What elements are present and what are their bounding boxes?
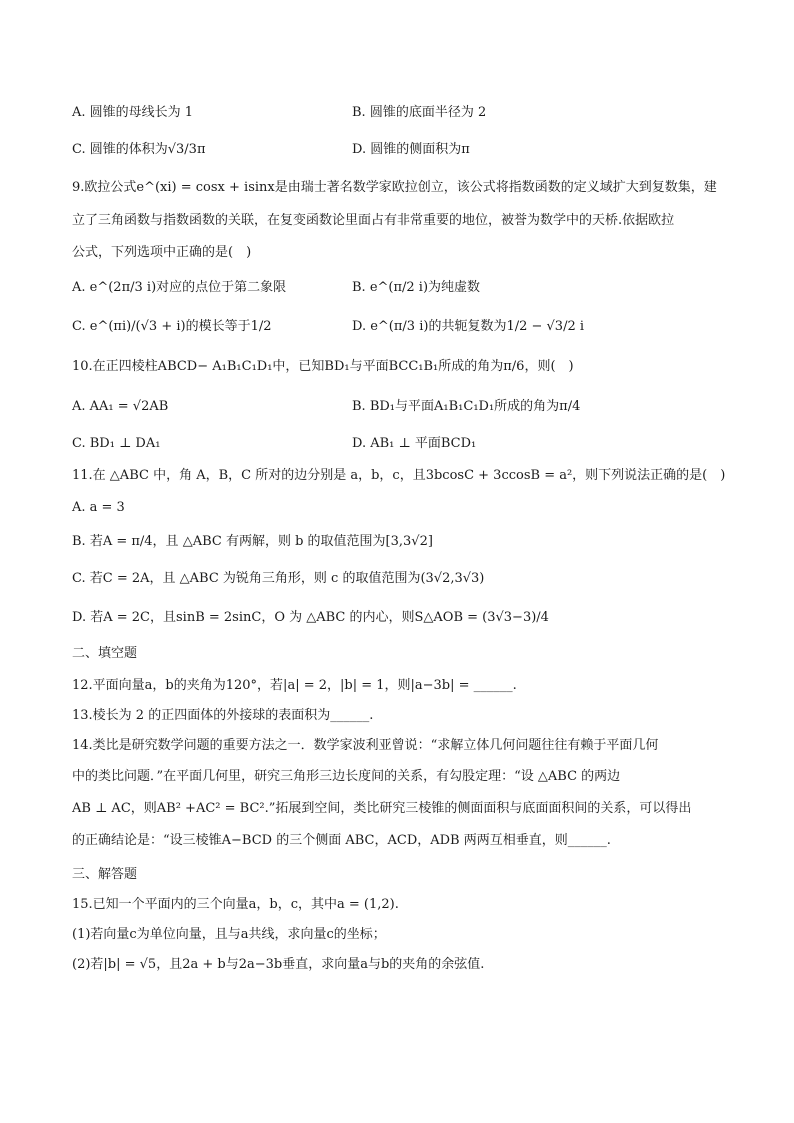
section-fill-in: 二、填空题 (72, 646, 138, 661)
q9-option-c: C. e^(πi)/(√3 + i)的模长等于1/2 (72, 319, 272, 334)
q8-option-b: B. 圆锥的底面半径为 2 (352, 105, 487, 120)
q14-line-3: AB ⊥ AC，则AB² +AC² = BC².”拓展到空间，类比研究三棱锥的侧面面积与底面面积间的关系，可以得出 (72, 801, 692, 816)
q10-option-c: C. BD₁ ⊥ DA₁ (72, 436, 161, 451)
q9-option-d: D. e^(π/3 i)的共轭复数为1/2 − √3/2 i (352, 319, 585, 334)
q10-option-a: A. AA₁ = √2AB (72, 399, 169, 414)
q9-option-a: A. e^(2π/3 i)对应的点位于第二象限 (72, 280, 287, 295)
q8-option-a: A. 圆锥的母线长为 1 (72, 105, 194, 120)
q9-line-2: 立了三角函数与指数函数的关联，在复变函数论里面占有非常重要的地位，被誉为数学中的天桥.依据欧拉 (72, 213, 675, 228)
q11-option-a: A. a = 3 (72, 500, 125, 515)
q15-stem: 15.已知一个平面内的三个向量a，b，c，其中a = (1,2). (72, 897, 399, 912)
q12: 12.平面向量a，b的夹角为120°，若|a| = 2，|b| = 1，则|a−3b| = ______. (72, 678, 517, 693)
q15-part-2: (2)若|b| = √5，且2a + b与2a−3b垂直，求向量a与b的夹角的余弦值. (72, 957, 485, 972)
q10-stem: 10.在正四棱柱ABCD− A₁B₁C₁D₁中，已知BD₁与平面BCC₁B₁所成的角为π/6，则( ) (72, 359, 574, 374)
q9-line-1: 9.欧拉公式e^(xi) = cosx + isinx是由瑞士著名数学家欧拉创立，该公式将指数函数的定义域扩大到复数集，建 (72, 180, 717, 195)
q10-option-b: B. BD₁与平面A₁B₁C₁D₁所成的角为π/4 (352, 399, 581, 414)
q11-option-c: C. 若C = 2A，且 △ABC 为锐角三角形，则 c 的取值范围为(3√2,3√3) (72, 571, 485, 586)
q11-stem: 11.在 △ABC 中，角 A，B，C 所对的边分别是 a，b，c，且3bcosC + 3ccosB = a²，则下列说法正确的是( ) (72, 468, 726, 483)
section-solutions: 三、解答题 (72, 867, 138, 882)
q8-option-c: C. 圆锥的体积为√3/3π (72, 142, 206, 157)
q11-option-b: B. 若A = π/4，且 △ABC 有两解，则 b 的取值范围为[3,3√2] (72, 534, 433, 549)
q8-option-d: D. 圆锥的侧面积为π (352, 142, 470, 157)
q15-part-1: (1)若向量c为单位向量，且与a共线，求向量c的坐标； (72, 927, 386, 942)
q14-line-1: 14.类比是研究数学问题的重要方法之一．数学家波利亚曾说：“求解立体几何问题往往有赖于平面几何 (72, 738, 659, 753)
q14-line-4: 的正确结论是：“设三棱锥A−BCD 的三个侧面 ABC，ACD，ADB 两两互相垂直，则______. (72, 833, 611, 848)
q11-option-d: D. 若A = 2C，且sinB = 2sinC，O 为 △ABC 的内心，则S△AOB = (3√3−3)/4 (72, 610, 549, 625)
q13: 13.棱长为 2 的正四面体的外接球的表面积为______. (72, 708, 374, 723)
q14-line-2: 中的类比问题．”在平面几何里，研究三角形三边长度间的关系，有勾股定理：“设 △ABC 的两边 (72, 769, 621, 784)
q10-option-d: D. AB₁ ⊥ 平面BCD₁ (352, 436, 477, 451)
q9-option-b: B. e^(π/2 i)为纯虚数 (352, 280, 481, 295)
q9-line-3: 公式，下列选项中正确的是( ) (72, 245, 252, 260)
